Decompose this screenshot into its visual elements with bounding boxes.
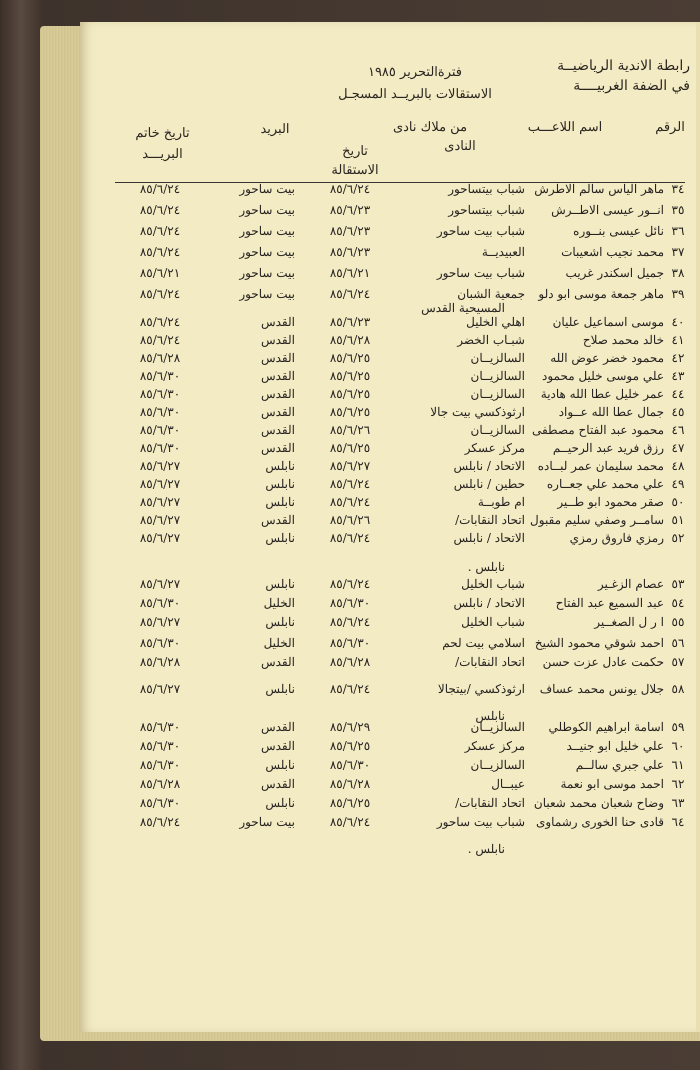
continuation-row-63: نابلس . — [467, 842, 505, 856]
club-name: ارثوذكسي بيت جالا — [430, 405, 525, 419]
player-name: عصام الزغـير — [597, 577, 664, 591]
table-row — [115, 243, 690, 262]
table-row — [115, 264, 690, 283]
resignation-date: ٨٥/٦/٢٤ — [329, 477, 371, 491]
post-office: بيت ساحور — [239, 266, 295, 280]
post-office: القدس — [260, 405, 295, 419]
postmark-date: ٨٥/٦/٣٠ — [139, 758, 181, 772]
resignation-date: ٨٥/٦/٢٤ — [329, 577, 371, 591]
postmark-date: ٨٥/٦/٣٠ — [139, 369, 181, 383]
resignation-date: ٨٥/٦/٢٤ — [329, 495, 371, 509]
player-name: ماهر الياس سالم الاطرش — [534, 182, 664, 196]
table-row — [115, 594, 690, 613]
club-name: السالزيــان — [470, 720, 525, 734]
resignation-date: ٨٥/٦/٣٠ — [329, 758, 371, 772]
row-number: ٣٦ — [671, 224, 685, 238]
post-office: الخليل — [263, 596, 295, 610]
post-office: القدس — [260, 387, 295, 401]
resignation-date: ٨٥/٦/٢٦ — [329, 423, 371, 437]
post-office: بيت ساحور — [239, 224, 295, 238]
row-number: ٥٨ — [671, 682, 685, 696]
player-name: محمد نجيب اشعيبات — [561, 245, 664, 259]
player-name: انــور عيسى الاطــرش — [551, 203, 664, 217]
club-name: الاتحاد / نابلس — [453, 596, 525, 610]
row-number: ٥١ — [671, 513, 685, 527]
club-name: اتحاد النقابات/ — [455, 513, 525, 527]
resignation-date: ٨٥/٦/٢٤ — [329, 815, 371, 829]
column-header-number: الرقم — [655, 120, 685, 135]
postmark-date: ٨٥/٦/٢٧ — [139, 615, 181, 629]
player-name: صقر محمود ابو طــير — [557, 495, 664, 509]
club-name: جمعية الشبان — [457, 287, 525, 301]
postmark-date: ٨٥/٦/٢١ — [139, 266, 181, 280]
post-office: بيت ساحور — [239, 287, 295, 301]
row-number: ٥٦ — [671, 636, 685, 650]
club-name: شباب بيت ساحور — [436, 224, 525, 238]
table-row — [115, 222, 690, 241]
resignation-date: ٨٥/٦/٢٨ — [329, 777, 371, 791]
player-name: احمد شوقي محمود الشيخ — [534, 636, 664, 650]
post-office: القدس — [260, 720, 295, 734]
club-name: الاتحاد / نابلس — [453, 531, 525, 545]
table-row — [115, 457, 690, 476]
postmark-date: ٨٥/٦/٢٧ — [139, 495, 181, 509]
player-name: ا ر ل الصغــير — [594, 615, 664, 629]
table-row — [115, 201, 690, 220]
table-row — [115, 475, 690, 494]
table-row — [115, 511, 690, 530]
postmark-date: ٨٥/٦/٣٠ — [139, 739, 181, 753]
post-office: بيت ساحور — [239, 245, 295, 259]
player-name: علي محمد علي جعــاره — [546, 477, 664, 491]
table-row — [115, 634, 690, 653]
resignation-date: ٨٥/٦/٢٤ — [329, 531, 371, 545]
post-office: القدس — [260, 441, 295, 455]
post-office: القدس — [260, 369, 295, 383]
post-office: نابلس — [265, 758, 295, 772]
table-row — [115, 680, 690, 699]
postmark-date: ٨٥/٦/٢٤ — [139, 224, 181, 238]
post-office: نابلس — [265, 796, 295, 810]
postmark-date: ٨٥/٦/٢٨ — [139, 655, 181, 669]
club-name: شباب بيت ساحور — [436, 266, 525, 280]
row-number: ٥٣ — [671, 577, 685, 591]
club-name: السالزيــان — [470, 758, 525, 772]
player-name: علي جبري سالــم — [575, 758, 664, 772]
player-name: محمد سليمان عمر لبــاده — [537, 459, 664, 473]
player-name: رزق فريد عبد الرحيــم — [552, 441, 664, 455]
post-office: نابلس — [265, 531, 295, 545]
table-row — [115, 180, 690, 199]
club-name: اتحاد النقابات/ — [455, 796, 525, 810]
column-header-date-2: الاستقالة — [331, 163, 379, 178]
post-office: القدس — [260, 777, 295, 791]
resignation-date: ٨٥/٦/٢٥ — [329, 739, 371, 753]
column-header-date: تاريخ — [342, 144, 368, 159]
postmark-date: ٨٥/٦/٢٤ — [139, 315, 181, 329]
club-name: شباب بيتساحور — [448, 182, 525, 196]
player-name: نائل عيسى بنــوره — [573, 224, 664, 238]
player-name: عمر خليل عطا الله هادية — [540, 387, 664, 401]
resignation-date: ٨٥/٦/٢٥ — [329, 441, 371, 455]
row-number: ٦٢ — [671, 777, 685, 791]
player-name: علي خليل ابو جنيــد — [566, 739, 664, 753]
postmark-date: ٨٥/٦/٢٤ — [139, 182, 181, 196]
row-number: ٤٢ — [671, 351, 685, 365]
resignation-date: ٨٥/٦/٣٠ — [329, 596, 371, 610]
postmark-date: ٨٥/٦/٢٧ — [139, 477, 181, 491]
post-office: بيت ساحور — [239, 182, 295, 196]
table-row — [115, 653, 690, 672]
postmark-date: ٨٥/٦/٣٠ — [139, 441, 181, 455]
postmark-date: ٨٥/٦/٢٨ — [139, 351, 181, 365]
table-row — [115, 718, 690, 737]
club-name: السالزيــان — [470, 387, 525, 401]
period-line: فترةالتحرير ١٩٨٥ — [367, 65, 463, 80]
table-row — [115, 575, 690, 594]
club-name: شباب بيتساحور — [448, 203, 525, 217]
postmark-date: ٨٥/٦/٢٧ — [139, 682, 181, 696]
resignation-date: ٨٥/٦/٢٧ — [329, 459, 371, 473]
resignation-date: ٨٥/٦/٣٠ — [329, 636, 371, 650]
column-header-name: اسم اللاعـــب — [527, 120, 603, 135]
row-number: ٤١ — [671, 333, 685, 347]
post-office: الخليل — [263, 636, 295, 650]
column-header-seal: تاريخ خاتم — [135, 126, 190, 141]
resignation-date: ٨٥/٦/٢٨ — [329, 333, 371, 347]
post-office: القدس — [260, 351, 295, 365]
player-name: جلال يونس محمد عساف — [539, 682, 664, 696]
table-row — [115, 385, 690, 404]
resignation-date: ٨٥/٦/٢٤ — [329, 615, 371, 629]
post-office: بيت ساحور — [239, 815, 295, 829]
postmark-date: ٨٥/٦/٣٠ — [139, 596, 181, 610]
player-name: حكمت عادل عزت حسن — [542, 655, 664, 669]
club-name: شباب بيت ساحور — [436, 815, 525, 829]
resignation-date: ٨٥/٦/٢٩ — [329, 720, 371, 734]
club-name: حطين / نابلس — [453, 477, 525, 491]
player-name: ماهر جمعة موسى ابو دلو — [538, 287, 664, 301]
row-number: ٥٩ — [671, 720, 685, 734]
row-number: ٣٩ — [671, 287, 685, 301]
row-number: ٦١ — [671, 758, 685, 772]
club-name: شبـاب الخضر — [457, 333, 525, 347]
post-office: القدس — [260, 315, 295, 329]
post-office: نابلس — [265, 477, 295, 491]
player-name: موسى اسماعيل عليان — [552, 315, 664, 329]
postmark-date: ٨٥/٦/٣٠ — [139, 796, 181, 810]
continuation-row-39: المسيحية القدس — [421, 301, 505, 315]
post-office: نابلس — [265, 495, 295, 509]
postmark-date: ٨٥/٦/٢٧ — [139, 531, 181, 545]
postmark-date: ٨٥/٦/٣٠ — [139, 387, 181, 401]
row-number: ٣٨ — [671, 266, 685, 280]
player-name: محمود خضر عوض الله — [550, 351, 664, 365]
post-office: القدس — [260, 513, 295, 527]
row-number: ٤٤ — [671, 387, 685, 401]
table-row — [115, 349, 690, 368]
table-row — [115, 331, 690, 350]
resignation-date: ٨٥/٦/٢٨ — [329, 655, 371, 669]
row-number: ٥٥ — [671, 615, 685, 629]
continuation-row-51: نابلس . — [467, 560, 505, 574]
resignation-date: ٨٥/٦/٢٥ — [329, 796, 371, 810]
postmark-date: ٨٥/٦/٢٤ — [139, 815, 181, 829]
club-name: اتحاد النقابات/ — [455, 655, 525, 669]
player-name: خالد محمد صلاح — [582, 333, 664, 347]
player-name: سامــر وصفي سليم مقبول — [530, 513, 664, 527]
column-header-club-2: النادى — [444, 139, 476, 154]
postmark-date: ٨٥/٦/٣٠ — [139, 636, 181, 650]
table-row — [115, 403, 690, 422]
row-number: ٦٣ — [671, 796, 685, 810]
postmark-date: ٨٥/٦/٣٠ — [139, 720, 181, 734]
player-name: رمزي فاروق رمزي — [569, 531, 664, 545]
club-name: السالزيــان — [470, 423, 525, 437]
post-office: نابلس — [265, 615, 295, 629]
row-number: ٥٢ — [671, 531, 685, 545]
player-name: عبد السميع عبد الفتاح — [555, 596, 664, 610]
table-row — [115, 613, 690, 632]
period-header — [330, 62, 500, 106]
organization-header — [515, 56, 690, 96]
postmark-date: ٨٥/٦/٢٧ — [139, 459, 181, 473]
club-name: السالزيــان — [470, 351, 525, 365]
row-number: ٤٣ — [671, 369, 685, 383]
club-name: شباب الخليل — [461, 577, 525, 591]
row-number: ٣٥ — [671, 203, 685, 217]
postmark-date: ٨٥/٦/٢٧ — [139, 513, 181, 527]
table-row — [115, 813, 690, 832]
resignation-date: ٨٥/٦/٢١ — [329, 266, 371, 280]
post-office: القدس — [260, 739, 295, 753]
row-number: ٥٠ — [671, 495, 685, 509]
postmark-date: ٨٥/٦/٣٠ — [139, 423, 181, 437]
row-number: ٤٨ — [671, 459, 685, 473]
postmark-date: ٨٥/٦/٢٧ — [139, 577, 181, 591]
player-name: محمود عبد الفتاح مصطفى — [531, 423, 664, 437]
resignation-date: ٨٥/٦/٢٣ — [329, 203, 371, 217]
table-row — [115, 439, 690, 458]
row-number: ٤٧ — [671, 441, 685, 455]
table-row — [115, 775, 690, 794]
club-name: مركز عسكر — [464, 441, 525, 455]
post-office: القدس — [260, 333, 295, 347]
resignation-date: ٨٥/٦/٢٥ — [329, 405, 371, 419]
column-header-seal-2: البريـــد — [142, 147, 183, 162]
row-number: ٤٥ — [671, 405, 685, 419]
post-office: نابلس — [265, 682, 295, 696]
club-name: ام طوبــة — [477, 495, 525, 509]
org-line-1: رابطة الاندية الرياضيــة — [557, 58, 690, 74]
table-row — [115, 529, 690, 548]
resignation-date: ٨٥/٦/٢٥ — [329, 387, 371, 401]
page-right-edge — [696, 22, 700, 1032]
player-name: علي موسى خليل محمود — [541, 369, 664, 383]
resignation-date: ٨٥/٦/٢٣ — [329, 245, 371, 259]
club-name: شباب الخليل — [461, 615, 525, 629]
resignation-date: ٨٥/٦/٢٣ — [329, 224, 371, 238]
row-number: ٤٠ — [671, 315, 685, 329]
resignation-date: ٨٥/٦/٢٤ — [329, 182, 371, 196]
post-office: القدس — [260, 423, 295, 437]
row-number: ٥٧ — [671, 655, 685, 669]
table-row — [115, 794, 690, 813]
resignation-date: ٨٥/٦/٢٦ — [329, 513, 371, 527]
row-number: ٣٤ — [671, 182, 685, 196]
resignation-date: ٨٥/٦/٢٥ — [329, 351, 371, 365]
resignation-date: ٨٥/٦/٢٤ — [329, 287, 371, 301]
table-row — [115, 737, 690, 756]
post-office: بيت ساحور — [239, 203, 295, 217]
post-office: نابلس — [265, 459, 295, 473]
subtitle: الاستقالات بالبريــد المسجـل — [338, 87, 492, 102]
player-name: احمد موسى ابو نعمة — [560, 777, 664, 791]
org-line-2: في الضفة الغربيــــة — [573, 78, 690, 94]
club-name: الاتحاد / نابلس — [453, 459, 525, 473]
player-name: قادى حنا الخورى رشماوى — [535, 815, 664, 829]
row-number: ٣٧ — [671, 245, 685, 259]
club-name: اسلامي بيت لحم — [442, 636, 525, 650]
table-row — [115, 367, 690, 386]
club-name: مركز عسكر — [464, 739, 525, 753]
club-name: عيبــال — [491, 777, 525, 791]
postmark-date: ٨٥/٦/٢٤ — [139, 287, 181, 301]
post-office: نابلس — [265, 577, 295, 591]
continuation-row-57: نابلس — [475, 709, 505, 723]
postmark-date: ٨٥/٦/٢٨ — [139, 777, 181, 791]
postmark-date: ٨٥/٦/٣٠ — [139, 405, 181, 419]
column-header-club: من ملاك نادى — [392, 120, 468, 135]
player-name: جميل اسكندر غريب — [565, 266, 664, 280]
table-row — [115, 493, 690, 512]
row-number: ٦٠ — [671, 739, 685, 753]
resignation-date: ٨٥/٦/٢٤ — [329, 682, 371, 696]
column-header-post: البريد — [260, 122, 290, 137]
postmark-date: ٨٥/٦/٢٤ — [139, 203, 181, 217]
club-name: العبيديــة — [481, 245, 525, 259]
row-number: ٤٩ — [671, 477, 685, 491]
table-row — [115, 756, 690, 775]
player-name: اسامة ابراهيم الكوطلي — [548, 720, 664, 734]
player-name: وضاح شعبان محمد شعبان — [533, 796, 664, 810]
player-name: جمال عطا الله عــواد — [558, 405, 664, 419]
row-number: ٦٤ — [671, 815, 685, 829]
postmark-date: ٨٥/٦/٢٤ — [139, 333, 181, 347]
table-row — [115, 421, 690, 440]
post-office: القدس — [260, 655, 295, 669]
resignation-date: ٨٥/٦/٢٣ — [329, 315, 371, 329]
row-number: ٥٤ — [671, 596, 685, 610]
postmark-date: ٨٥/٦/٢٤ — [139, 245, 181, 259]
resignation-date: ٨٥/٦/٢٥ — [329, 369, 371, 383]
club-name: ارثوذكسي /بيتجالا — [437, 682, 525, 696]
club-name: السالزيــان — [470, 369, 525, 383]
club-name: اهلي الخليل — [466, 315, 525, 329]
row-number: ٤٦ — [671, 423, 685, 437]
